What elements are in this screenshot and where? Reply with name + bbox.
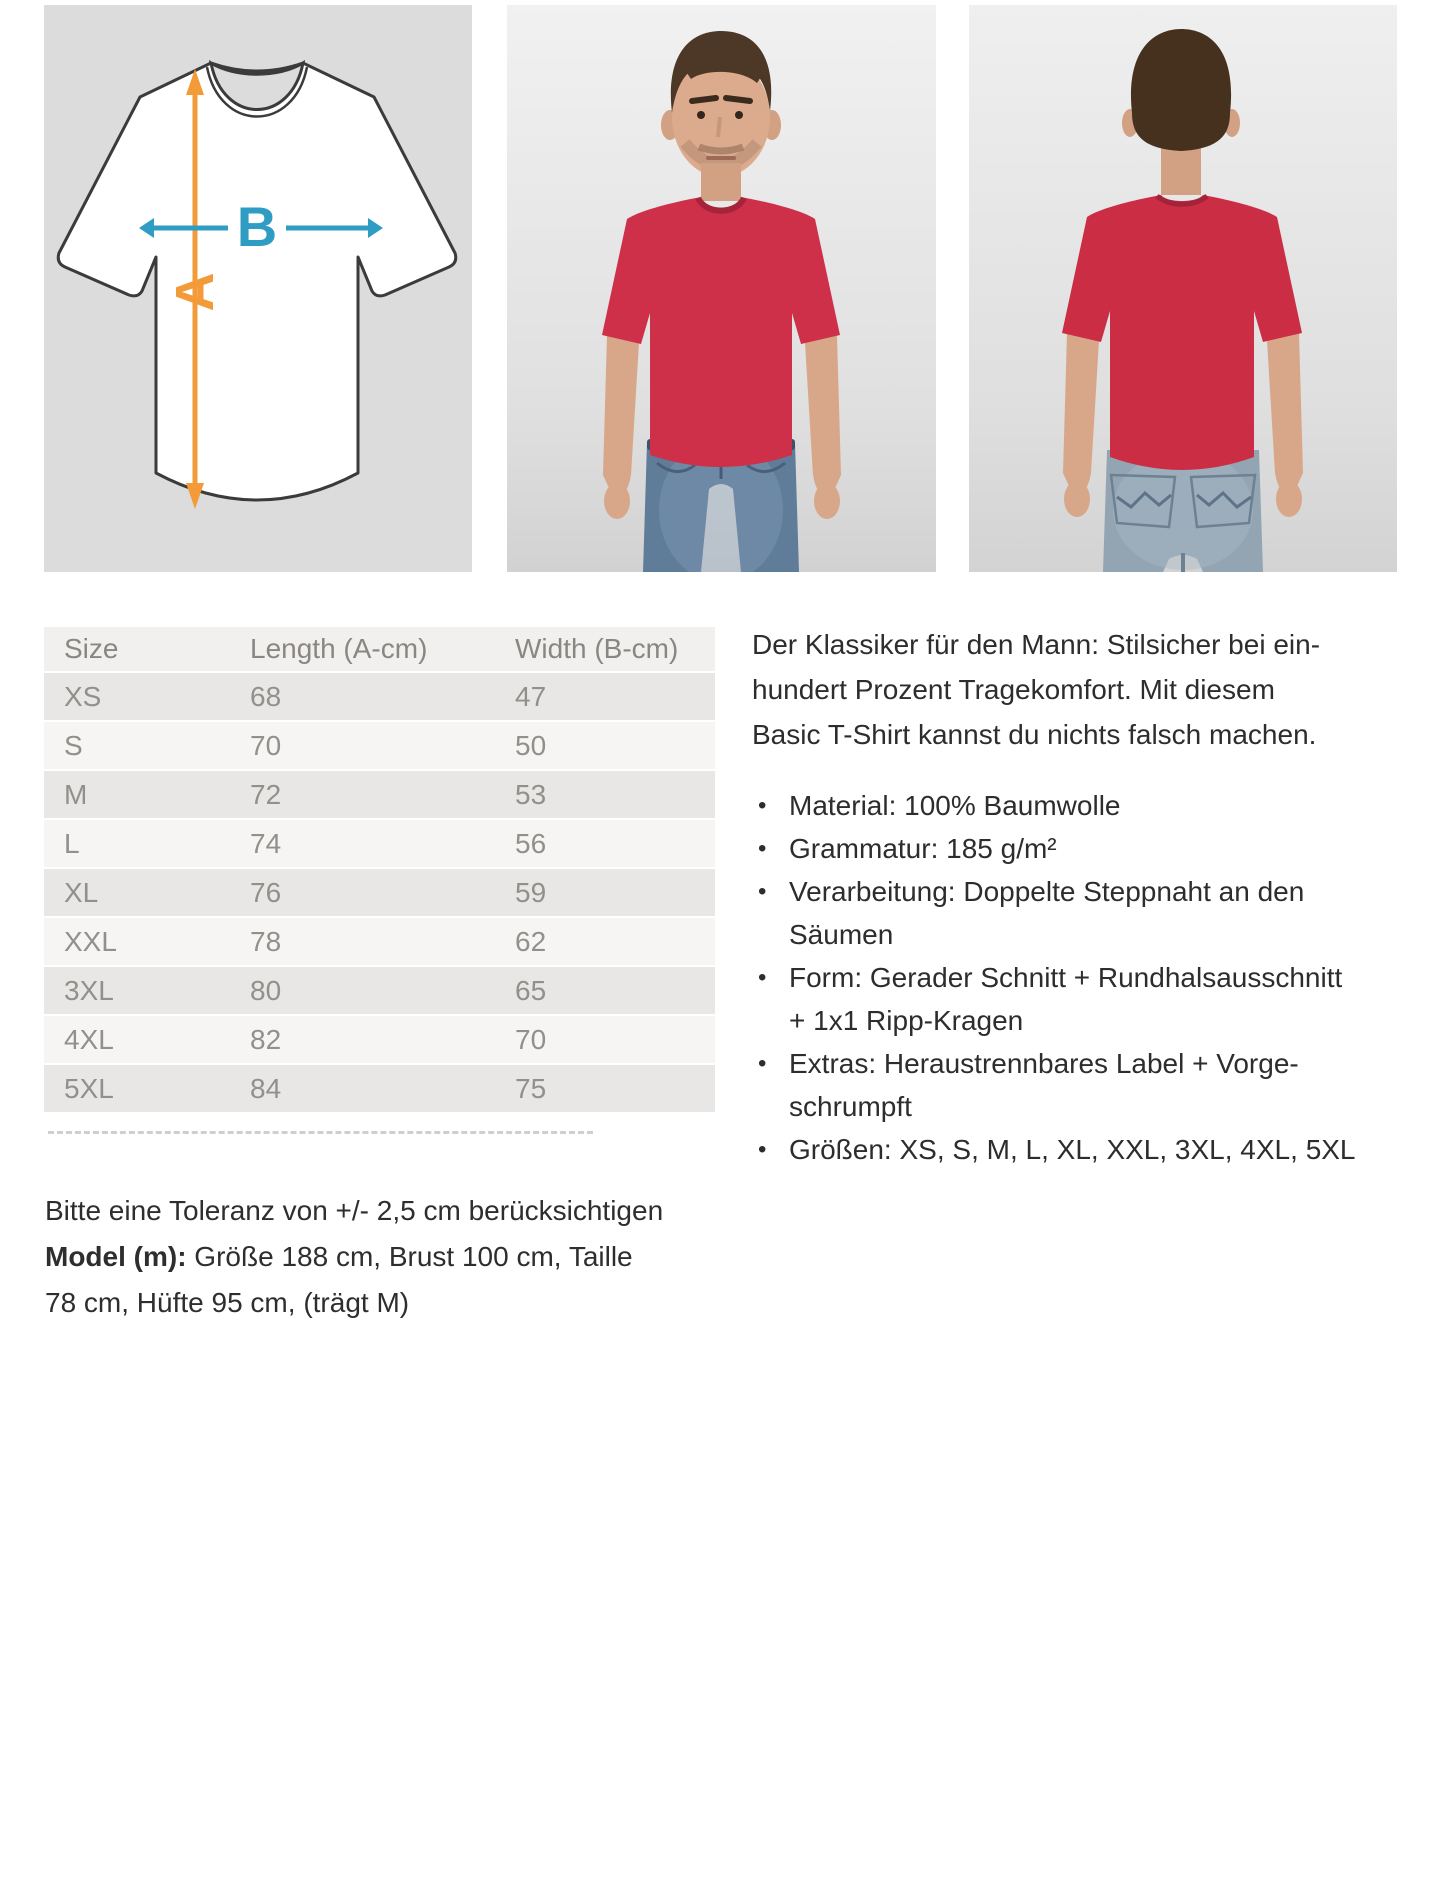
measure-label-b: B [236, 195, 278, 258]
table-cell: 5XL [64, 1073, 114, 1104]
bullet-line: Extras: Heraustrennbares Label + Vorge- [789, 1048, 1299, 1079]
bullet-marker: • [758, 792, 767, 819]
table-row [44, 918, 715, 965]
hair-back [1131, 29, 1231, 151]
bullet-item [752, 827, 1417, 870]
bullet-item [752, 784, 1417, 827]
table-cell: 3XL [64, 975, 114, 1006]
table-row [44, 722, 715, 769]
bullet-item [752, 870, 1417, 956]
model-info-line2: 78 cm, Hüfte 95 cm, (trägt M) [45, 1287, 410, 1318]
table-cell: 47 [515, 681, 547, 712]
table-row [44, 1065, 715, 1112]
product-photo-front [507, 5, 936, 572]
product-description [752, 622, 1417, 1171]
model-info-line1 [45, 1234, 745, 1280]
table-cell: 75 [515, 1073, 547, 1104]
table-cell: 74 [250, 828, 282, 859]
table-row [44, 673, 715, 720]
bullet-text [789, 956, 1342, 1042]
table-row [44, 1016, 715, 1063]
bullet-item [752, 1128, 1417, 1171]
table-row [44, 771, 715, 818]
table-cell: 65 [515, 975, 547, 1006]
bullet-text [789, 870, 1304, 956]
size-table-header-row [44, 627, 715, 671]
model-info-rest: Größe 188 cm, Brust 100 cm, Taille [186, 1241, 633, 1272]
measure-label-a: A [165, 272, 225, 312]
size-diagram-image [44, 5, 472, 572]
column-header: Length (A-cm) [250, 633, 428, 664]
table-cell: 53 [515, 779, 547, 810]
bullet-marker: • [758, 835, 767, 862]
tolerance-note: Bitte eine Toleranz von +/- 2,5 cm berücksichtigen [45, 1195, 664, 1226]
bullet-text [789, 827, 1057, 870]
bullet-item [752, 1042, 1417, 1128]
bullet-marker: • [758, 1050, 767, 1077]
table-cell: XXL [64, 926, 117, 957]
table-row [44, 869, 715, 916]
product-photo-back [969, 5, 1397, 572]
bullet-marker: • [758, 964, 767, 991]
bullet-line: Grammatur: 185 g/m² [789, 833, 1057, 864]
bullet-line: Säumen [789, 919, 894, 950]
bullet-line: Material: 100% Baumwolle [789, 790, 1121, 821]
table-cell: XS [64, 681, 102, 712]
table-cell: 70 [515, 1024, 547, 1055]
bullet-text [789, 1042, 1299, 1128]
table-cell: 62 [515, 926, 547, 957]
model-back-illustration [969, 5, 1397, 572]
paragraph-line: hundert Prozent Tragekomfort. Mit diesem [752, 674, 1275, 705]
table-cell: 76 [250, 877, 282, 908]
notes-block [45, 1188, 745, 1326]
table-cell: 59 [515, 877, 547, 908]
table-cell: 82 [250, 1024, 282, 1055]
bullet-line: Form: Gerader Schnitt + Rundhalsausschnitt [789, 962, 1343, 993]
model-label: Model (m): [45, 1241, 187, 1272]
table-cell: S [64, 730, 83, 761]
table-cell: 84 [250, 1073, 282, 1104]
description-paragraph [752, 622, 1417, 757]
table-cell: 70 [250, 730, 282, 761]
column-header: Size [64, 633, 119, 664]
table-cell: 4XL [64, 1024, 114, 1055]
bullet-marker: • [758, 1136, 767, 1163]
table-cell: 68 [250, 681, 282, 712]
bullet-line: Größen: XS, S, M, L, XL, XXL, 3XL, 4XL, 5XL [789, 1134, 1356, 1165]
bullet-text [789, 1128, 1356, 1171]
column-header: Width (B-cm) [515, 633, 679, 664]
table-cell: 72 [250, 779, 282, 810]
table-cell: 56 [515, 828, 547, 859]
table-row [44, 820, 715, 867]
table-cell: 80 [250, 975, 282, 1006]
table-cutoff-dashes [48, 1131, 593, 1134]
bullet-line: + 1x1 Ripp-Kragen [789, 1005, 1024, 1036]
bullet-text [789, 784, 1121, 827]
model-front-illustration [507, 5, 936, 572]
bullet-line: schrumpft [789, 1091, 912, 1122]
paragraph-line: Basic T-Shirt kannst du nichts falsch machen. [752, 719, 1317, 750]
table-cell: 50 [515, 730, 547, 761]
bullet-item [752, 956, 1417, 1042]
table-row [44, 967, 715, 1014]
table-cell: L [64, 828, 80, 859]
bullet-line: Verarbeitung: Doppelte Steppnaht an den [789, 876, 1305, 907]
bullet-marker: • [758, 878, 767, 905]
table-cell: XL [64, 877, 99, 908]
tshirt-measurement-diagram [44, 5, 472, 572]
size-table [44, 627, 715, 1112]
paragraph-line: Der Klassiker für den Mann: Stilsicher bei ein- [752, 629, 1321, 660]
description-bullet-list [752, 784, 1417, 1171]
table-cell: M [64, 779, 88, 810]
table-cell: 78 [250, 926, 282, 957]
